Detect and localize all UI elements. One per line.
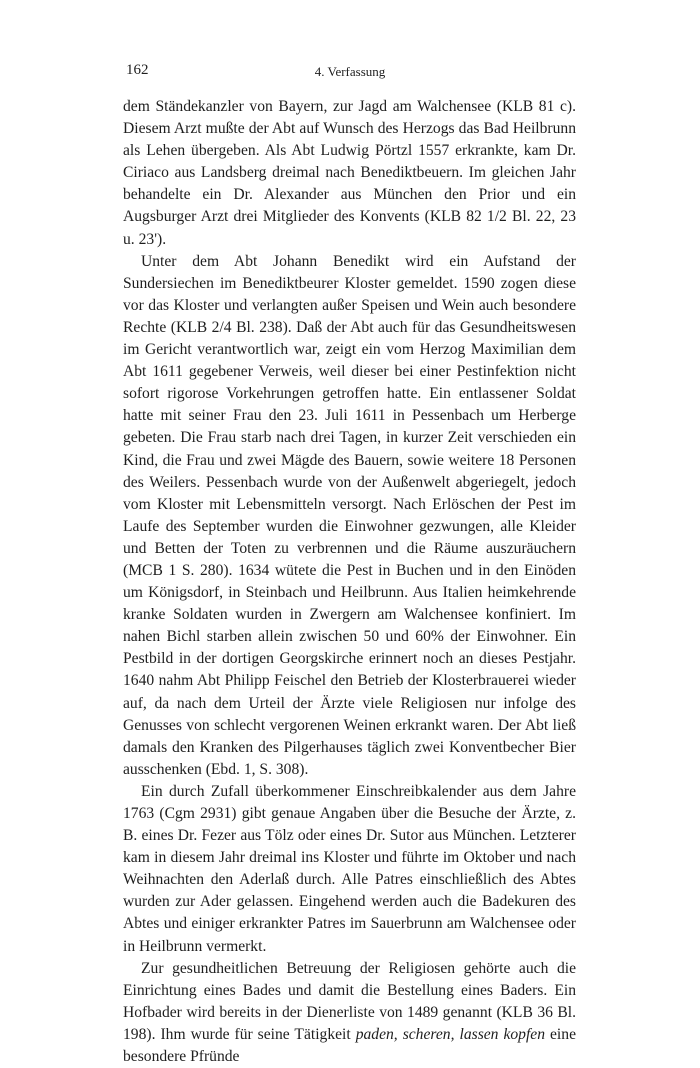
- paragraph-4-text-before: Zur gesundheitlichen Betreuung der Religiosen gehörte auch die Einrichtung eines Bades und damit die Bestellung eines Baders. Ein Hofbader wird bereits in der Dienerliste von 1489 genannt (KLB 36 Bl. 198). Ihm wurde für seine Tätigkeit: [123, 959, 576, 1043]
- paragraph-1: dem Ständekanzler von Bayern, zur Jagd am Walchensee (KLB 81 c). Diesem Arzt mußte der Abt auf Wunsch des Herzogs das Bad Heilbrunn als Lehen übergeben. Als Abt Ludwig Pörtzl 1557 erkrankte, kam Dr. Ciriaco aus Landsberg dreimal nach Benediktbeuern. Im gleichen Jahr behandelte ein Dr. Alexander aus München den Prior und ein Augsburger Arzt drei Mitglieder des Konvents (KLB 82 1/2 Bl. 22, 23 u. 23').: [123, 98, 576, 248]
- page-number: 162: [126, 62, 149, 78]
- paragraph-3: Ein durch Zufall überkommener Einschreibkalender aus dem Jahre 1763 (Cgm 2931) gibt genaue Angaben über die Besuche der Ärzte, z. B. eines Dr. Fezer aus Tölz oder eines Dr. Sutor aus München. Letzterer kam in diesem Jahr dreimal ins Kloster und führte im Oktober und nach Weihnachten den Aderlaß durch. Alle Patres einschließlich des Abtes wurden zur Ader gelassen. Eingehend werden auch die Badekuren des Abtes und einiger erkrankter Patres im Sauerbrunn am Walchensee oder in Heilbrunn vermerkt.: [123, 782, 576, 955]
- paragraph-4: [123, 958, 576, 1068]
- running-head: [126, 62, 574, 82]
- italic-phrase: paden, scheren, lassen kopfen: [355, 1025, 546, 1043]
- paragraph-4-text-after: eine besondere Pfründe: [123, 1025, 576, 1066]
- body-text: [123, 96, 576, 1068]
- chapter-title: 4. Verfassung: [314, 64, 386, 79]
- paragraph-2: Unter dem Abt Johann Benedikt wird ein Aufstand der Sundersiechen im Benediktbeurer Kloster gemeldet. 1590 zogen diese vor das Kloster und verlangten außer Speisen und Wein auch besondere Rechte (KLB 2/4 Bl. 238). Daß der Abt auch für das Gesundheitswesen im Gericht verantwortlich war, zeigt ein vom Herzog Maximilian dem Abt 1611 gegebener Verweis, weil dieser bei einer Pestinfektion nicht sofort rigorose Vorkehrungen getroffen hatte. Ein entlassener Soldat hatte mit seiner Frau den 23. Juli 1611 in Pessenbach um Herberge gebeten. Die Frau starb nach drei Tagen, in kurzer Zeit verschieden ein Kind, die Frau und zwei Mägde des Bauern, sowie weitere 18 Personen des Weilers. Pessenbach wurde von der Außenwelt abgeriegelt, jedoch vom Kloster mit Lebensmitteln versorgt. Nach Erlöschen der Pest im Laufe des September wurden die Einwohner gezwungen, alle Kleider und Betten der Toten zu verbrennen und die Räume auszuräuchern (MCB 1 S. 280). 1634 wütete die Pest in Buchen und in den Einöden um Königsdorf, in Steinbach und Heilbrunn. Aus Italien heimkehrende kranke Soldaten wurden in Zwergern am Walchensee konfiniert. Im nahen Bichl starben allein zwischen 50 und 60% der Einwohner. Ein Pestbild in der dortigen Georgskirche erinnert noch an dieses Pestjahr. 1640 nahm Abt Philipp Feischel den Betrieb der Klosterbrauerei wieder auf, da nach dem Urteil der Ärzte viele Religiosen nur infolge des Genusses von schlecht vergorenen Weinen erkrankt waren. Der Abt ließ damals den Kranken des Pilgerhauses täglich zwei Konventbecher Bier ausschenken (Ebd. 1, S. 308).: [123, 252, 576, 778]
